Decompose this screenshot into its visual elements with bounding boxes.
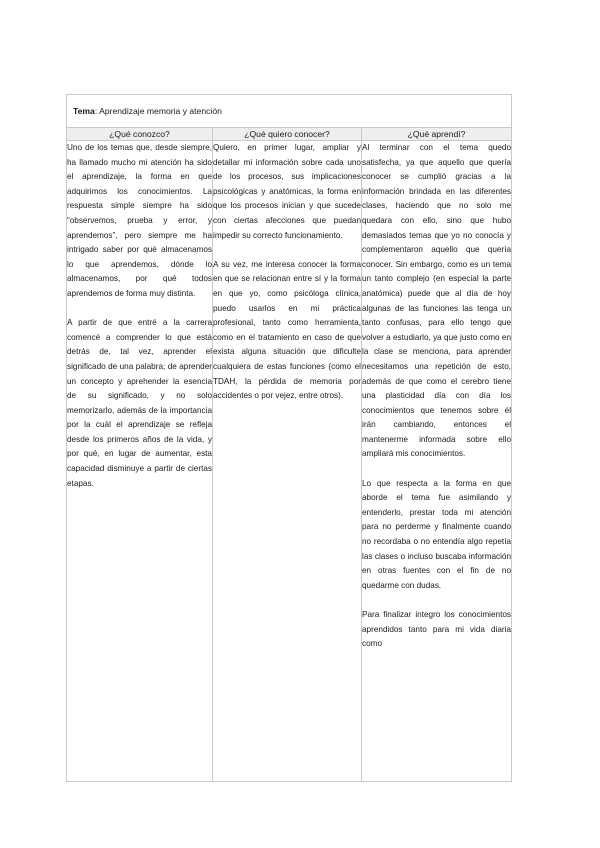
paragraph: A partir de que entré a la carrera comencé a comprender lo que está detrás de, tal vez, aprender el significado de una palabra; de aprender un concepto y aprehender la esencia de su significado, y no solo memorizarlo, además de la importancia por la cuál el aprendizaje se refleja desde los primeros años de la vida, y por qué, en lugar de aumentar, esta capacidad disminuye a partir de ciertas etapas. — [67, 318, 212, 488]
header-que-aprendi: ¿Qué aprendí? — [362, 128, 512, 141]
kpsa-table — [66, 94, 512, 782]
topic-cell — [67, 95, 512, 128]
header-que-quiero-conocer: ¿Qué quiero conocer? — [213, 128, 362, 141]
header-que-conozco: ¿Qué conozco? — [67, 128, 213, 141]
column-que-quiero-conocer — [213, 141, 362, 782]
paragraph: Quiero, en primer lugar, ampliar y detallar mi información sobre cada uno de los procesos, sus implicaciones psicológicas y anatómicas, la forma en que los procesos inician y que sucede con ciertas afecciones que puedan impedir su correcto funcionamiento. — [213, 143, 361, 240]
content-row — [67, 141, 512, 782]
paragraph: A su vez, me interesa conocer la forma en que se relacionan entre sí y la forma en que yo, como psicóloga clínica, puedo usarlos en mi práctica profesional, tanto como herramienta, como en el tratamiento en caso de que exista alguna situación que dificulte cualquiera de estas funciones (como el TDAH, la pérdida de memoria por accidentes o por vejez, entre otros). — [213, 259, 361, 401]
header-row — [67, 128, 512, 141]
topic-value: : Aprendizaje memoria y atención — [94, 106, 222, 116]
paragraph: Al terminar con el tema quedo satisfecha, ya que aquello que quería conocer se cumplió gracias a la información brindada en las diferentes clases, haciendo que no solo me quedara con ello, sino que hubo demasiados temas que yo no conocía y complementaron aquello que quería conocer. Sin embargo, como es un tema un tanto complejo (en especial la parte anatómica) puede que al día de hoy algunas de las funciones las tenga un tanto confusas, para ello tengo que volver a estudiarlo, ya que justo como en la clase se menciona, para aprender necesitamos una repetición de esto, además de que como el cerebro tiene una plasticidad día con día los conocimientos que tenemos sobre él irán cambiando, entonces el mantenerme informada sobre ello ampliará mis conocimientos. — [362, 143, 512, 459]
paragraph: Lo que respecta a la forma en que aborde el tema fue asimilando y entenderlo, prestar toda mi atención para no perderme y finalmente cuando no recordaba o no entendía algo repetía las clases o incluso buscaba información en otras fuentes con el fin de no quedarme con dudas. — [362, 478, 512, 590]
topic-label: Tema — [73, 106, 95, 116]
column-que-aprendi — [362, 141, 512, 782]
topic-row — [67, 95, 512, 128]
column-que-conozco — [67, 141, 213, 782]
paragraph: Para finalizar integro los conocimientos aprendidos tanto para mi vida diaria como — [362, 610, 512, 649]
paragraph: Uno de los temas que, desde siempre, ha llamado mucho mi atención ha sido el aprendizaje, la forma en que adquirimos los conocimientos. La respuesta simple siempre ha sido “observemos, prueba y error, y aprendemos”, pero siempre me ha intrigado saber por qué almacenamos lo que aprendemos, dónde lo almacenamos, por qué todos aprendemos de forma muy distinta. — [67, 143, 212, 298]
